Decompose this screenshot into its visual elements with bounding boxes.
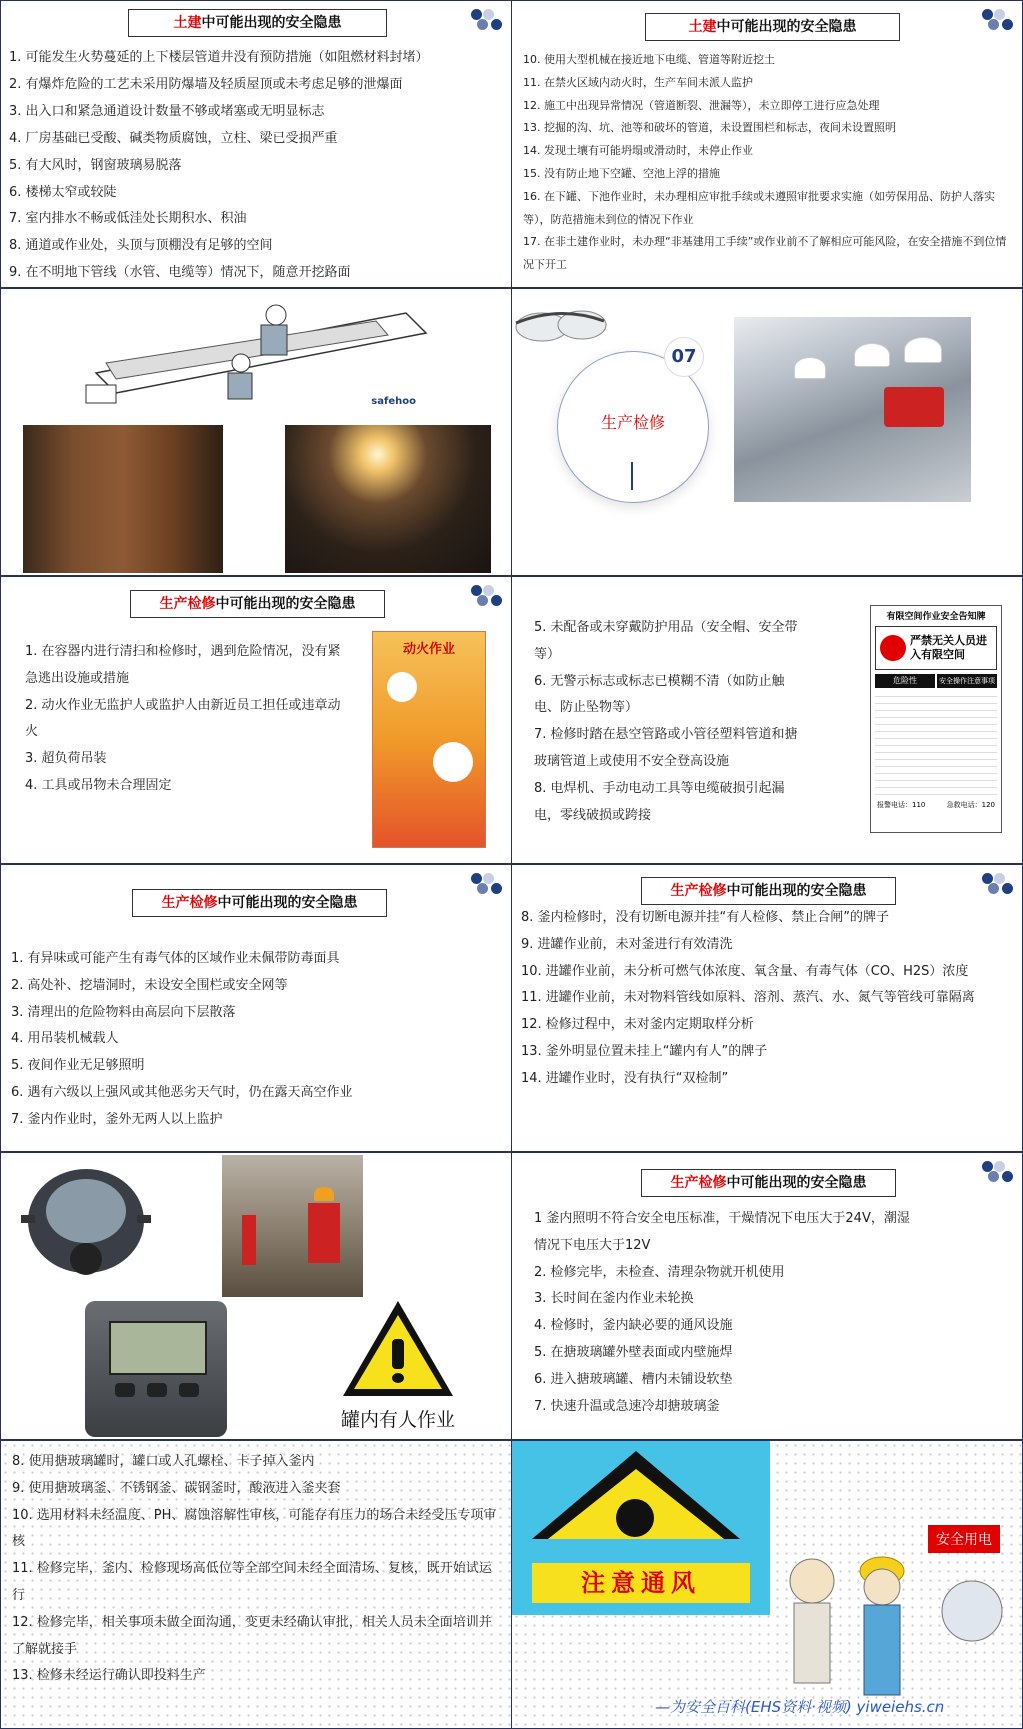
sign-footer-left: 报警电话：110 xyxy=(877,801,926,809)
slide-title xyxy=(641,877,896,905)
list-item: 1. 有异味或可能产生有毒气体的区域作业未佩带防毒面具 xyxy=(11,951,340,966)
title-highlight: 土建 xyxy=(173,15,202,31)
tank-occupied-sign xyxy=(313,1301,483,1437)
list-item: 7. 室内排水不畅或低洼处长期积水、积油 xyxy=(9,211,247,227)
hex-decoration xyxy=(976,1157,1016,1185)
corroded-pipe-photo xyxy=(23,425,223,573)
sign-left-header: 危险性 xyxy=(875,674,935,688)
fan-icon xyxy=(616,1499,654,1537)
hazard-list xyxy=(9,45,505,287)
safety-goggles-image xyxy=(512,301,608,349)
hazard-list xyxy=(534,1206,918,1420)
list-item: 8. 电焊机、手动电动工具等电缆破损引起漏电，零线破损或跨接 xyxy=(534,780,785,823)
list-item: 8. 使用搪玻璃罐时，罐口或人孔螺栓、卡子掉入釜内 xyxy=(12,1454,315,1469)
list-item: 3. 清理出的危险物料由高层向下层散落 xyxy=(11,1004,236,1020)
sign-header: 有限空间作业安全告知牌 xyxy=(886,612,986,622)
slide-title xyxy=(641,1169,896,1197)
list-item: 3. 出入口和紧急通道设计数量不够或堵塞或无明显标志 xyxy=(9,103,325,119)
exclamation-icon xyxy=(392,1339,404,1369)
slide-11 xyxy=(1,1441,511,1728)
title-text: 中可能出现的安全隐患 xyxy=(215,596,356,612)
list-item: 6. 进入搪玻璃罐、槽内未铺设软垫 xyxy=(534,1371,733,1387)
cartoon-workers-image xyxy=(76,293,446,413)
title-highlight: 生产检修 xyxy=(159,596,216,612)
hot-work-poster xyxy=(372,631,486,848)
slide-8 xyxy=(512,865,1022,1151)
sign-main: 严禁无关人员进入有限空间 xyxy=(910,634,987,661)
list-item: 9. 使用搪玻璃釜、不锈钢釜、碳钢釜时，酸液进入釜夹套 xyxy=(12,1480,341,1496)
list-item: 4. 用吊装机械载人 xyxy=(11,1031,119,1047)
slide-12 xyxy=(512,1441,1022,1728)
list-item: 5. 未配备或未穿戴防护用品（安全帽、安全带等） xyxy=(534,620,798,662)
list-item: 5. 在搪玻璃罐外壁表面或内壁施焊 xyxy=(534,1344,733,1360)
list-item: 7. 釜内作业时，釜外无两人以上监护 xyxy=(11,1111,223,1127)
list-item: 13. 挖掘的沟、坑、池等和破坏的管道，未设置围栏和标志，夜间未设置照明 xyxy=(523,121,896,135)
safety-electricity-tag: 安全用电 xyxy=(928,1525,1000,1553)
list-item: 2. 有爆炸危险的工艺未采用防爆墙及轻质屋顶或未考虑足够的泄爆面 xyxy=(9,76,403,92)
slide-title xyxy=(128,9,387,37)
title-text: 中可能出现的安全隐患 xyxy=(726,1175,867,1191)
hazard-list xyxy=(25,639,345,800)
confined-space-sign xyxy=(870,605,1002,833)
title-highlight: 生产检修 xyxy=(670,883,727,899)
slide-title xyxy=(645,13,900,41)
slide-5 xyxy=(1,577,511,863)
title-text: 中可能出现的安全隐患 xyxy=(716,19,857,35)
list-item: 12. 检修完毕，相关事项未做全面沟通，变更未经确认审批，相关人员未全面培训并了解就接手 xyxy=(12,1614,492,1657)
hazard-list xyxy=(12,1449,500,1690)
list-item: 5. 夜间作业无足够照明 xyxy=(11,1058,145,1074)
watermark-text: safehoo xyxy=(371,396,416,407)
list-item: 7. 检修时踏在悬空管路或小管径塑料管道和搪玻璃管道上或使用不安全登高设施 xyxy=(534,727,798,769)
list-item: 14. 进罐作业时，没有执行“双检制” xyxy=(521,1070,729,1086)
list-item: 3. 长时间在釜内作业未轮换 xyxy=(534,1291,694,1307)
gas-detector-image xyxy=(85,1301,227,1437)
hazard-list xyxy=(523,49,1013,277)
list-item: 2. 高处补、挖墙洞时，未设安全围栏或安全网等 xyxy=(11,977,288,993)
list-item: 13. 釜外明显位置未挂上“罐内有人”的牌子 xyxy=(521,1043,768,1059)
title-text: 中可能出现的安全隐患 xyxy=(726,883,867,899)
title-highlight: 生产检修 xyxy=(161,895,218,911)
slide-3 xyxy=(1,289,511,575)
slide-2 xyxy=(512,1,1022,287)
list-item: 11. 进罐作业前，未对物料管线如原料、溶剂、蒸汽、水、氮气等管线可靠隔离 xyxy=(521,990,975,1006)
list-item: 8. 通道或作业处，头顶与顶棚没有足够的空间 xyxy=(9,238,273,254)
list-item: 11. 检修完毕，釜内、检修现场高低位等全部空间未经全面清场、复核，既开始试运行 xyxy=(12,1561,492,1603)
sign-footer-right: 急救电话：120 xyxy=(946,801,995,809)
hazard-list xyxy=(534,615,802,829)
section-number: 07 xyxy=(664,337,704,377)
list-item: 6. 楼梯太窄或较陡 xyxy=(9,184,117,200)
list-item: 6. 无警示标志或标志已模糊不清（如防止触电、防止坠物等） xyxy=(534,673,785,716)
maintenance-workers-photo xyxy=(734,317,971,502)
hex-decoration xyxy=(465,5,505,33)
list-item: 5. 有大风时，钢窗玻璃易脱落 xyxy=(9,157,182,173)
prohibition-icon xyxy=(880,635,906,661)
slide-6 xyxy=(512,577,1022,863)
hazard-list xyxy=(11,946,505,1134)
title-highlight: 生产检修 xyxy=(670,1175,727,1191)
hex-decoration xyxy=(976,5,1016,33)
slide-1 xyxy=(1,1,511,287)
list-item: 9. 进罐作业前，未对釜进行有效清洗 xyxy=(521,936,733,952)
hazard-list xyxy=(521,905,1015,1093)
list-item: 12. 检修过程中，未对釜内定期取样分析 xyxy=(521,1017,754,1033)
list-item: 4. 检修时，釜内缺必要的通风设施 xyxy=(534,1318,733,1334)
list-item: 10. 选用材料未经温度、PH、腐蚀溶解性审核，可能存有压力的场合未经受压专项审核 xyxy=(12,1507,497,1550)
list-item: 7. 快速升温或急速冷却搪玻璃釜 xyxy=(534,1398,720,1414)
list-item: 8. 釜内检修时，没有切断电源并挂“有人检修、禁止合闸”的牌子 xyxy=(521,910,890,925)
list-item: 15. 没有防止地下空罐、空池上浮的措施 xyxy=(523,166,720,180)
title-text: 中可能出现的安全隐患 xyxy=(217,895,358,911)
slide-7 xyxy=(1,865,511,1151)
list-item: 3. 超负荷吊装 xyxy=(25,751,107,767)
list-item: 6. 遇有六级以上强风或其他恶劣天气时，仍在露天高空作业 xyxy=(11,1084,353,1100)
list-item: 13. 检修未经运行确认即投料生产 xyxy=(12,1668,206,1684)
section-divider xyxy=(631,462,633,490)
footer-watermark: —为安全百科(EHS资料·视频) yiweiehs.cn xyxy=(655,1698,945,1716)
slide-title xyxy=(130,590,385,618)
worker-illustration xyxy=(76,293,446,413)
ventilation-warning-sign xyxy=(512,1441,770,1615)
hex-decoration xyxy=(465,581,505,609)
list-item: 11. 在禁火区域内动火时，生产车间未派人监护 xyxy=(523,75,753,89)
slide-title xyxy=(132,889,387,917)
list-item: 10. 使用大型机械在接近地下电缆、管道等附近挖土 xyxy=(523,53,775,66)
list-item: 1. 可能发生火势蔓延的上下楼层管道井没有预防措施（如阻燃材料封堵） xyxy=(9,50,429,65)
workers-site-photo xyxy=(222,1155,363,1297)
list-item: 2. 检修完毕，未检查、清理杂物就开机使用 xyxy=(534,1264,785,1280)
list-item: 9. 在不明地下管线（水管、电缆等）情况下，随意开挖路面 xyxy=(9,265,351,281)
slide-4 xyxy=(512,289,1022,575)
sign-right-header: 安全操作注意事项 xyxy=(937,674,997,688)
list-item: 4. 工具或吊物未合理固定 xyxy=(25,777,172,793)
list-item: 17. 在非土建作业时，未办理“非基建用工手续”或作业前不了解相应可能风险，在安全措施不到位情况下开工 xyxy=(523,235,1007,272)
title-text: 中可能出现的安全隐患 xyxy=(201,15,342,31)
hex-decoration xyxy=(976,869,1016,897)
section-title: 生产检修 xyxy=(600,413,665,432)
warning-text: 注意通风 xyxy=(532,1563,750,1603)
slide-9 xyxy=(1,1153,511,1439)
list-item: 14. 发现土壤有可能坍塌或滑动时，未停止作业 xyxy=(523,144,753,158)
slide-10 xyxy=(512,1153,1022,1439)
sign-caption: 罐内有人作业 xyxy=(340,1409,455,1431)
list-item: 1 釜内照明不符合安全电压标准，干燥情况下电压大于24V，潮湿情况下电压大于12V xyxy=(534,1211,910,1253)
list-item: 4. 厂房基础已受酸、碱类物质腐蚀，立柱、梁已受损严重 xyxy=(9,130,338,146)
hex-decoration xyxy=(465,869,505,897)
gas-mask-image xyxy=(11,1163,161,1285)
list-item: 1. 在容器内进行清扫和检修时，遇到危险情况，没有紧急逃出设施或措施 xyxy=(25,644,341,686)
list-item: 2. 动火作业无监护人或监护人由新近员工担任或违章动火 xyxy=(25,697,341,740)
list-item: 12. 施工中出现异常情况（管道断裂、泄漏等），未立即停工进行应急处理 xyxy=(523,98,880,112)
list-item: 10. 进罐作业前，未分析可燃气体浓度、氧含量、有毒气体（CO、H2S）浓度 xyxy=(521,963,969,979)
title-highlight: 土建 xyxy=(688,19,717,35)
list-item: 16. 在下罐、下池作业时，未办理相应审批手续或未遵照审批要求实施（如劳保用品、防护人落实等），防范措施未到位的情况下作业 xyxy=(523,189,995,226)
night-lighting-photo xyxy=(285,425,491,573)
poster-title: 动火作业 xyxy=(402,642,455,657)
